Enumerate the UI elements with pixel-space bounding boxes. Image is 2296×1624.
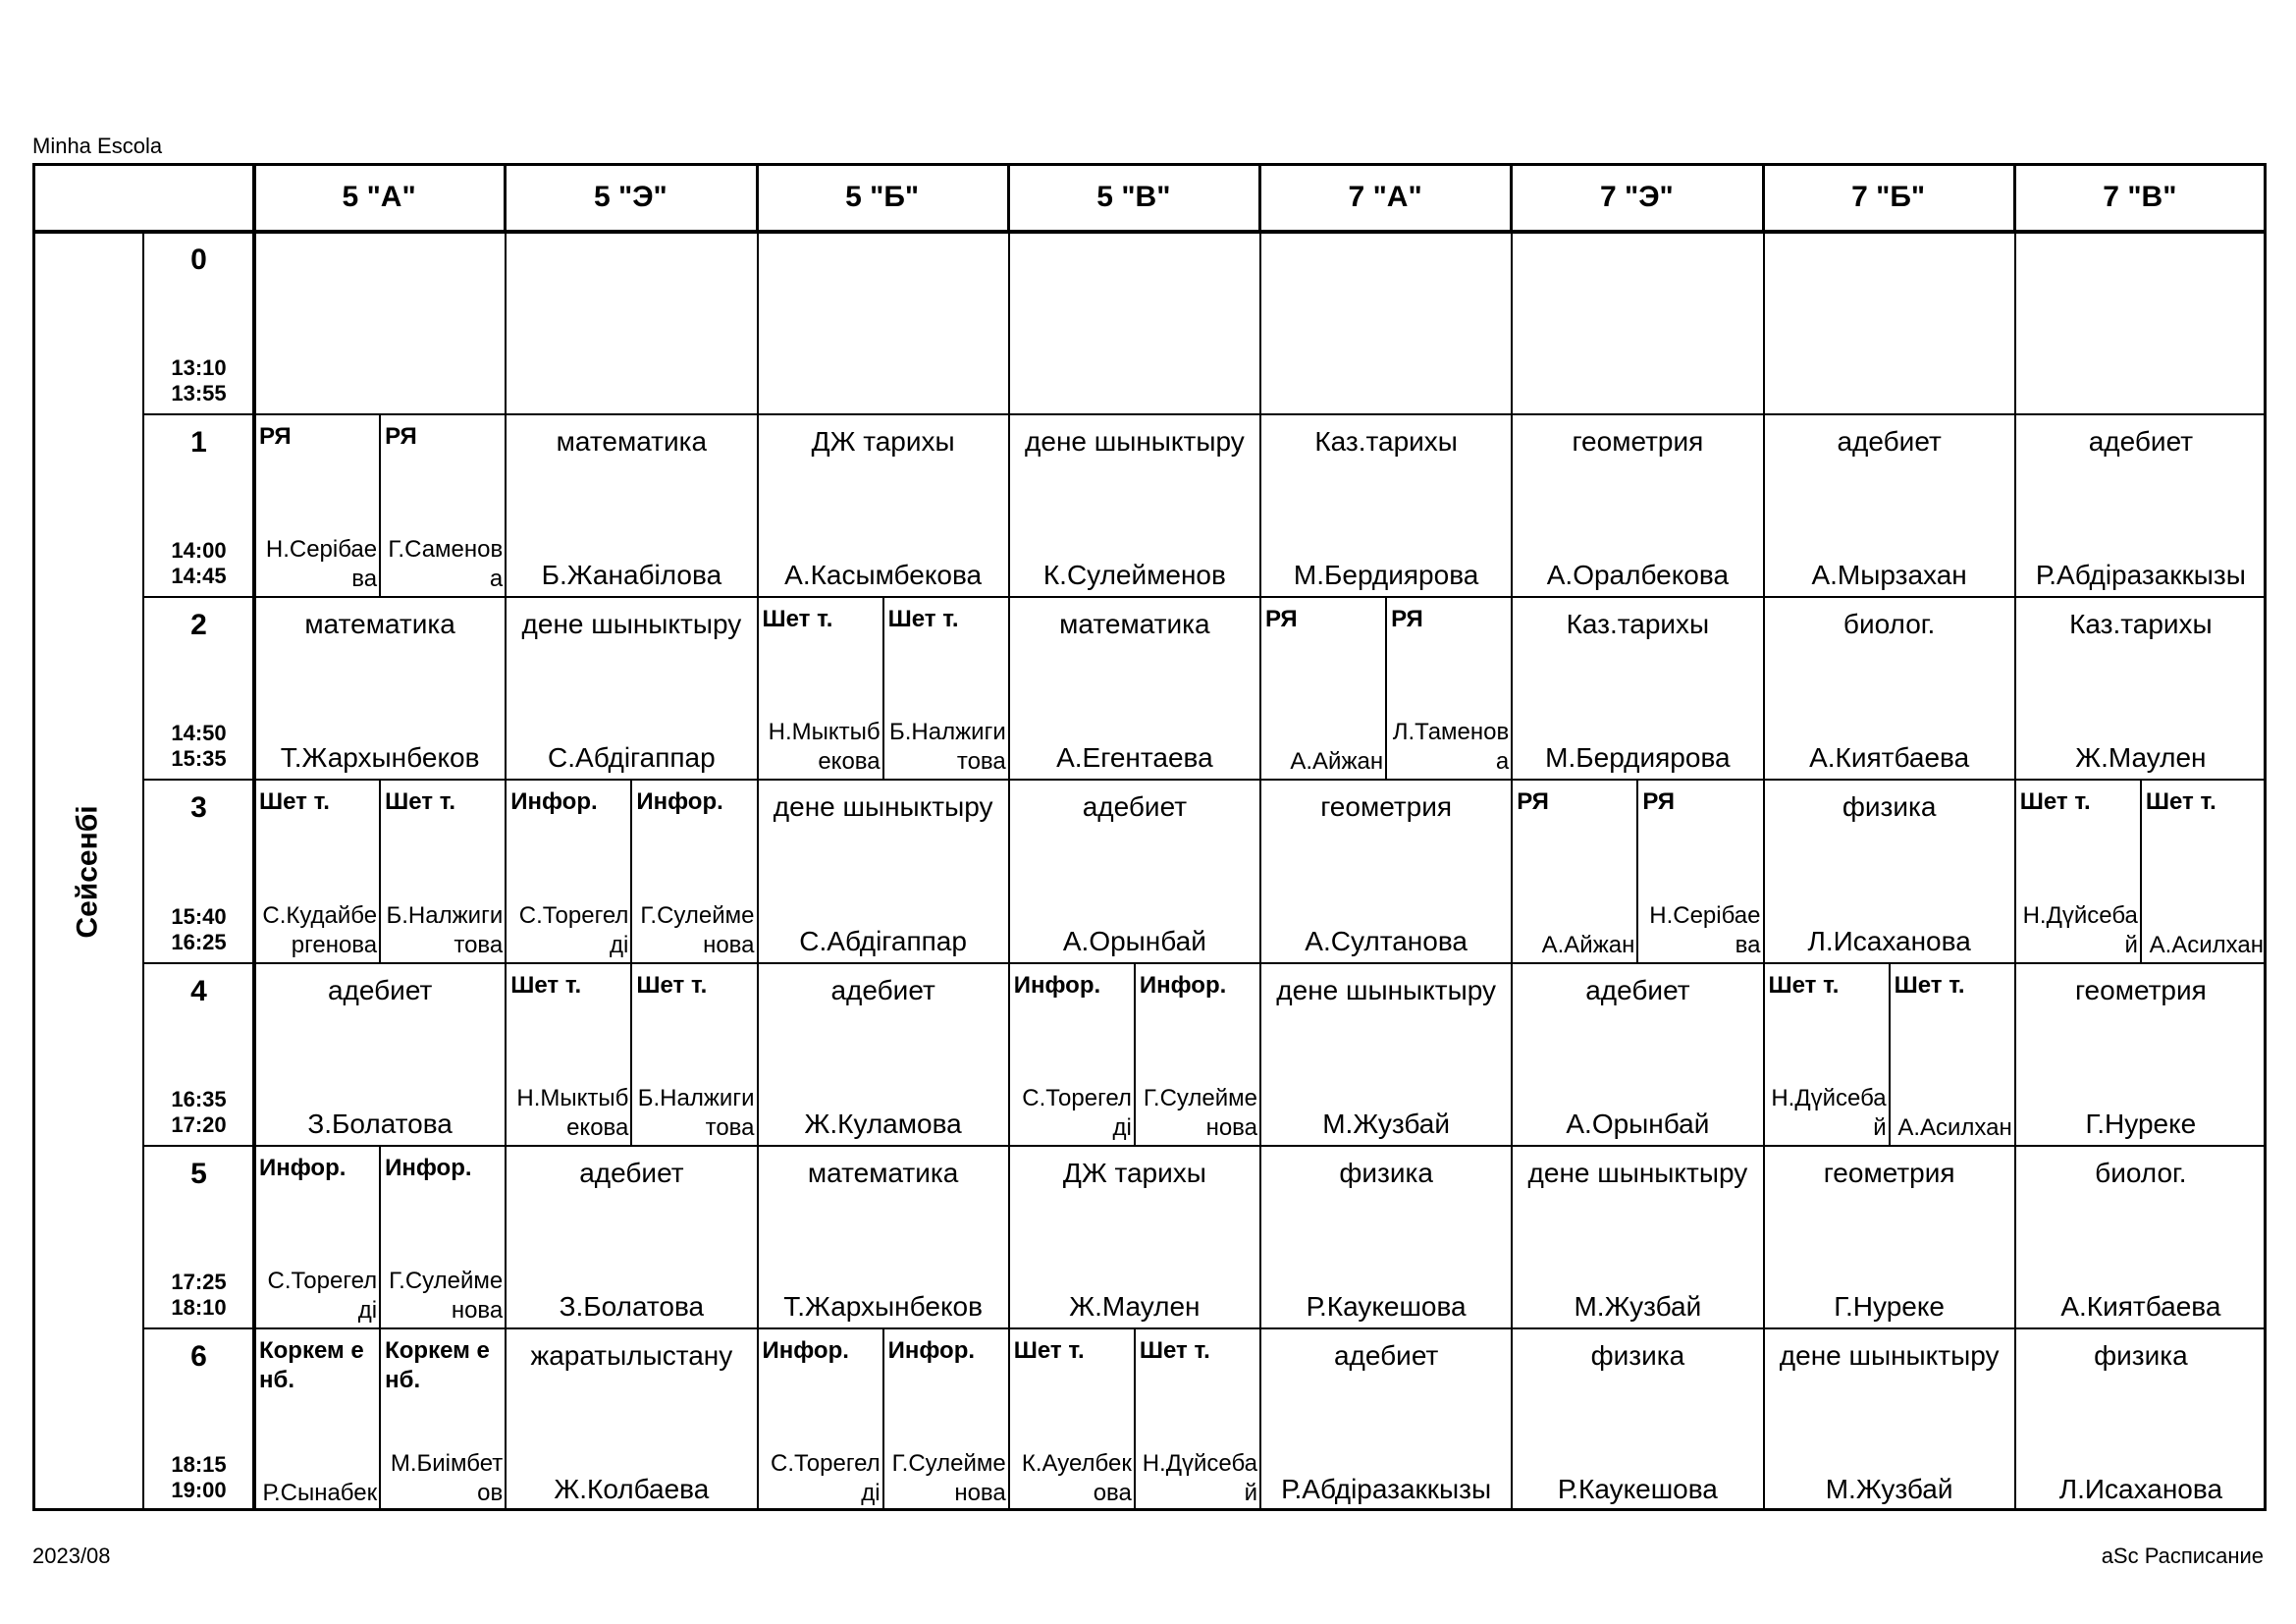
lesson-cell[interactable] (758, 963, 1009, 1146)
lesson-subject: биолог. (2095, 1157, 2187, 1188)
split-lesson-cell[interactable] (758, 597, 883, 780)
group-divider (1134, 963, 1136, 1146)
lesson-subject: адебиет (830, 974, 935, 1005)
lesson-cell[interactable] (1512, 963, 1763, 1146)
lesson-cell[interactable] (1512, 414, 1763, 597)
class-header: 7 "В" (2015, 163, 2267, 232)
period-times (143, 355, 254, 406)
split-lesson-cell[interactable] (1386, 597, 1512, 780)
period-cell (143, 597, 254, 780)
lesson-subject: Инфор. (259, 1154, 347, 1181)
lesson-teacher: А.Асилхан (2149, 931, 2264, 958)
lesson-teacher: З.Болатова (559, 1290, 705, 1322)
period-cell (143, 963, 254, 1146)
lesson-subject: Инфор. (510, 788, 598, 816)
lesson-subject: физика (1842, 791, 1937, 823)
lesson-teacher: Г.Сулейменова (389, 1267, 504, 1324)
lesson-cell[interactable] (506, 414, 757, 597)
group-divider (1134, 1328, 1136, 1511)
day-divider (142, 232, 144, 1511)
split-lesson-cell[interactable] (1009, 1328, 1135, 1511)
lesson-subject: адебиет (1837, 426, 1942, 458)
lesson-subject: Инфор. (1139, 971, 1227, 999)
group-divider (379, 1146, 381, 1328)
lesson-teacher: К.Ауелбекова (1021, 1449, 1132, 1506)
lesson-subject: жаратылыстану (530, 1339, 733, 1371)
split-lesson-cell[interactable] (2015, 780, 2141, 962)
lesson-cell[interactable] (1260, 1328, 1512, 1511)
group-divider (379, 1328, 381, 1511)
split-lesson-cell[interactable] (758, 1328, 883, 1511)
lesson-cell[interactable] (758, 780, 1009, 962)
lesson-subject: ДЖ тарихы (1062, 1157, 1206, 1188)
row-divider (143, 779, 2267, 781)
lesson-teacher: А.Султанова (1305, 925, 1468, 956)
lesson-teacher: С.Кудайбергенова (262, 901, 378, 958)
lesson-teacher: Г.Саменова (388, 536, 504, 593)
lesson-subject: дене шыныктыру (773, 791, 993, 823)
period-times (143, 721, 254, 772)
lesson-subject: Коркем енб. (385, 1336, 490, 1393)
column-divider (1008, 163, 1010, 1511)
lesson-teacher: Н.Мыктыбекова (768, 719, 881, 776)
lesson-subject: биолог. (1842, 609, 1936, 640)
lesson-subject: геометрия (1823, 1157, 1955, 1188)
lesson-subject: Инфор. (887, 1336, 976, 1364)
group-divider (630, 780, 632, 962)
header-divider (32, 230, 2267, 234)
lesson-cell[interactable] (1009, 1146, 1260, 1328)
lesson-teacher: А.Орынбай (1566, 1108, 1710, 1139)
period-start: 14:00 (171, 538, 227, 564)
period-start: 15:40 (171, 903, 227, 929)
lesson-subject: Шет т. (2019, 788, 2091, 816)
timetable-grid (32, 163, 2267, 1511)
period-times (143, 1452, 254, 1503)
period-end: 13:55 (171, 381, 227, 406)
lesson-teacher: М.Бердиярова (1545, 742, 1731, 774)
lesson-subject: Инфор. (762, 1336, 849, 1364)
lesson-subject: РЯ (1642, 788, 1676, 816)
lesson-subject: РЯ (1391, 606, 1423, 633)
lesson-subject: Шет т. (636, 971, 708, 999)
lesson-subject: Инфор. (636, 788, 723, 816)
lesson-teacher: Р.Каукешова (1306, 1290, 1467, 1322)
empty-lesson-cell[interactable] (1512, 232, 1763, 414)
column-divider (1511, 163, 1513, 1511)
split-lesson-cell[interactable] (506, 780, 631, 962)
period-number: 6 (190, 1339, 207, 1373)
lesson-subject: Шет т. (385, 788, 456, 816)
class-header: 5 "Э" (506, 163, 757, 232)
header-corner (32, 163, 254, 232)
lesson-subject: дене шыныктыру (1779, 1339, 2000, 1371)
lesson-subject: математика (807, 1157, 959, 1188)
row-divider (143, 596, 2267, 598)
lesson-cell[interactable] (1260, 780, 1512, 962)
lesson-subject: Каз.тарихы (1314, 426, 1458, 458)
lesson-teacher: А.Айжан (1290, 748, 1384, 776)
lesson-cell[interactable] (758, 1146, 1009, 1328)
lesson-cell[interactable] (254, 963, 506, 1146)
lesson-subject: Шет т. (1139, 1336, 1210, 1364)
period-times (143, 1270, 254, 1321)
period-cell (143, 414, 254, 597)
lesson-subject: Шет т. (1894, 971, 1965, 999)
class-header: 5 "А" (254, 163, 506, 232)
lesson-subject: РЯ (1265, 606, 1298, 633)
split-lesson-cell[interactable] (380, 414, 506, 597)
split-lesson-cell[interactable] (1009, 963, 1135, 1146)
lesson-teacher: Ж.Куламова (804, 1108, 962, 1139)
lesson-subject: Коркем енб. (259, 1336, 364, 1393)
lesson-cell[interactable] (2015, 597, 2267, 780)
split-lesson-cell[interactable] (1135, 963, 1260, 1146)
period-cell (143, 780, 254, 962)
lesson-subject: математика (304, 609, 455, 640)
lesson-subject: дене шыныктыру (521, 609, 742, 640)
period-number: 0 (190, 244, 207, 276)
lesson-teacher: Н.Мыктыбекова (516, 1084, 629, 1141)
lesson-subject: адебиет (1585, 974, 1690, 1005)
lesson-teacher: Л.Исаханова (2058, 1473, 2223, 1504)
period-start: 14:50 (171, 721, 227, 746)
lesson-subject: Инфор. (1013, 971, 1101, 999)
period-number: 5 (190, 1157, 207, 1190)
split-lesson-cell[interactable] (1637, 780, 1763, 962)
footer-app-name: aSc Расписание (2101, 1543, 2264, 1568)
column-divider (1259, 163, 1261, 1511)
lesson-teacher: Л.Исаханова (1807, 925, 1971, 956)
lesson-teacher: С.Торегелді (518, 901, 629, 958)
group-divider (379, 780, 381, 962)
lesson-subject: РЯ (1517, 788, 1549, 816)
column-divider (505, 163, 507, 1511)
lesson-cell[interactable] (1764, 1328, 2015, 1511)
lesson-teacher: Н.Дүйсебай (1142, 1449, 1257, 1506)
lesson-subject: математика (556, 426, 708, 458)
group-divider (882, 597, 884, 780)
lesson-cell[interactable] (1260, 414, 1512, 597)
group-divider (630, 963, 632, 1146)
lesson-teacher: С.Абдігаппар (799, 925, 967, 956)
split-lesson-cell[interactable] (1135, 1328, 1260, 1511)
period-start: 13:10 (171, 355, 227, 381)
period-end: 17:20 (171, 1111, 227, 1137)
empty-lesson-cell[interactable] (254, 232, 506, 414)
empty-lesson-cell[interactable] (1764, 232, 2015, 414)
lesson-teacher: Б.Налжигитова (386, 901, 504, 958)
lesson-teacher: Р.Сынабек (262, 1479, 378, 1506)
split-lesson-cell[interactable] (883, 597, 1009, 780)
lesson-cell[interactable] (1764, 597, 2015, 780)
column-divider (2014, 163, 2016, 1511)
lesson-subject: дене шыныктыру (1527, 1157, 1748, 1188)
empty-lesson-cell[interactable] (506, 232, 757, 414)
period-number: 1 (190, 426, 207, 460)
lesson-teacher: Т.Жархынбеков (783, 1290, 983, 1322)
lesson-teacher: Г.Сулейменова (1143, 1084, 1257, 1141)
lesson-cell[interactable] (2015, 414, 2267, 597)
period-times (143, 1087, 254, 1138)
lesson-subject: Шет т. (762, 606, 833, 633)
split-lesson-cell[interactable] (506, 963, 631, 1146)
lesson-teacher: Н.Серібаева (265, 536, 378, 593)
lesson-subject: Каз.тарихы (2069, 609, 2213, 640)
day-name: Сейсенбі (71, 804, 104, 939)
lesson-subject: дене шыныктыру (1276, 974, 1496, 1005)
lesson-subject: РЯ (259, 423, 292, 451)
row-divider (143, 962, 2267, 964)
lesson-subject: математика (1059, 609, 1210, 640)
lesson-cell[interactable] (506, 597, 757, 780)
lesson-subject: Шет т. (1013, 1336, 1085, 1364)
lesson-teacher: С.Абдігаппар (548, 742, 716, 774)
lesson-teacher: М.Бердиярова (1293, 560, 1479, 591)
row-divider (143, 413, 2267, 415)
period-end: 18:10 (171, 1294, 227, 1320)
lesson-teacher: М.Жузбай (1825, 1473, 1953, 1504)
lesson-cell[interactable] (2015, 1328, 2267, 1511)
group-divider (1889, 963, 1891, 1146)
column-divider (757, 163, 759, 1511)
lesson-cell[interactable] (506, 1146, 757, 1328)
lesson-teacher: М.Жузбай (1322, 1108, 1451, 1139)
row-divider (143, 1327, 2267, 1329)
lesson-subject: РЯ (385, 423, 417, 451)
lesson-teacher: М.Жузбай (1574, 1290, 1702, 1322)
lesson-teacher: А.Оралбекова (1546, 560, 1730, 591)
lesson-teacher: Г.Нуреке (1834, 1290, 1945, 1322)
school-name: Minha Escola (32, 134, 163, 158)
class-header: 5 "В" (1009, 163, 1260, 232)
lesson-teacher: А.Мырзахан (1811, 560, 1967, 591)
period-start: 16:35 (171, 1086, 227, 1111)
lesson-teacher: Р.Абдіразаккызы (1281, 1473, 1492, 1504)
lesson-teacher: Т.Жархынбеков (280, 742, 480, 774)
row-divider (143, 1145, 2267, 1147)
lesson-teacher: Б.Налжигитова (637, 1084, 755, 1141)
empty-lesson-cell[interactable] (1009, 232, 1260, 414)
empty-lesson-cell[interactable] (1260, 232, 1512, 414)
lesson-teacher: Н.Серібаева (1649, 901, 1761, 958)
lesson-cell[interactable] (2015, 1146, 2267, 1328)
lesson-teacher: С.Торегелді (267, 1267, 378, 1324)
lesson-teacher: К.Сулейменов (1042, 560, 1226, 591)
split-lesson-cell[interactable] (254, 1328, 380, 1511)
lesson-cell[interactable] (506, 1328, 757, 1511)
lesson-teacher: А.Орынбай (1062, 925, 1206, 956)
lesson-subject: физика (1339, 1157, 1433, 1188)
lesson-teacher: А.Киятбаева (1809, 742, 1970, 774)
lesson-teacher: Г.Сулейменова (891, 1449, 1006, 1506)
period-number: 2 (190, 609, 207, 642)
lesson-cell[interactable] (254, 597, 506, 780)
period-start: 17:25 (171, 1269, 227, 1294)
lesson-cell[interactable] (1764, 1146, 2015, 1328)
lesson-teacher: Ж.Маулен (2075, 742, 2207, 774)
period-end: 15:35 (171, 746, 227, 772)
lesson-cell[interactable] (1512, 1328, 1763, 1511)
lesson-teacher: М.Биімбетов (390, 1449, 504, 1506)
lesson-teacher: З.Болатова (307, 1108, 453, 1139)
group-divider (1636, 780, 1638, 962)
split-lesson-cell[interactable] (631, 963, 757, 1146)
lesson-cell[interactable] (1764, 414, 2015, 597)
lesson-subject: физика (1590, 1339, 1685, 1371)
split-lesson-cell[interactable] (380, 1146, 506, 1328)
lesson-teacher: А.Айжан (1541, 931, 1635, 958)
lesson-subject: Каз.тарихы (1566, 609, 1710, 640)
group-divider (379, 414, 381, 597)
lesson-teacher: А.Асилхан (1897, 1113, 2012, 1141)
lesson-cell[interactable] (758, 414, 1009, 597)
period-cell (143, 1146, 254, 1328)
period-start: 18:15 (171, 1451, 227, 1477)
class-header: 5 "Б" (758, 163, 1009, 232)
period-divider (252, 163, 256, 1511)
lesson-cell[interactable] (1009, 597, 1260, 780)
lesson-teacher: Ж.Маулен (1069, 1290, 1201, 1322)
class-header: 7 "Б" (1764, 163, 2015, 232)
lesson-subject: Шет т. (259, 788, 330, 816)
period-times (143, 904, 254, 955)
period-number: 3 (190, 791, 207, 825)
lesson-subject: Шет т. (887, 606, 959, 633)
lesson-teacher: Р.Абдіразаккызы (2035, 560, 2246, 591)
split-lesson-cell[interactable] (254, 780, 380, 962)
lesson-cell[interactable] (1512, 1146, 1763, 1328)
lesson-cell[interactable] (1009, 780, 1260, 962)
lesson-subject: Шет т. (2145, 788, 2216, 816)
lesson-teacher: Б.Налжигитова (889, 719, 1006, 776)
lesson-teacher: Р.Каукешова (1557, 1473, 1718, 1504)
lesson-teacher: Г.Сулейменова (640, 901, 755, 958)
lesson-cell[interactable] (1260, 1146, 1512, 1328)
lesson-cell[interactable] (1764, 780, 2015, 962)
empty-lesson-cell[interactable] (2015, 232, 2267, 414)
lesson-teacher: Г.Нуреке (2085, 1108, 2197, 1139)
period-number: 4 (190, 974, 207, 1007)
lesson-subject: дене шыныктыру (1025, 426, 1245, 458)
lesson-teacher: А.Егентаева (1056, 742, 1213, 774)
lesson-subject: Инфор. (385, 1154, 472, 1181)
lesson-subject: физика (2094, 1339, 2188, 1371)
lesson-subject: адебиет (1082, 791, 1188, 823)
period-cell (143, 1328, 254, 1511)
lesson-subject: геометрия (1572, 426, 1704, 458)
period-end: 14:45 (171, 564, 227, 589)
lesson-subject: Шет т. (1768, 971, 1840, 999)
split-lesson-cell[interactable] (380, 780, 506, 962)
split-lesson-cell[interactable] (1890, 963, 2015, 1146)
lesson-cell[interactable] (1512, 597, 1763, 780)
lesson-cell[interactable] (1260, 963, 1512, 1146)
lesson-subject: адебиет (2088, 426, 2194, 458)
group-divider (1385, 597, 1387, 780)
split-lesson-cell[interactable] (883, 1328, 1009, 1511)
split-lesson-cell[interactable] (254, 414, 380, 597)
lesson-subject: адебиет (327, 974, 433, 1005)
period-end: 16:25 (171, 929, 227, 954)
lesson-teacher: Л.Таменова (1392, 719, 1510, 776)
lesson-subject: Шет т. (510, 971, 582, 999)
period-cell (143, 232, 254, 414)
lesson-teacher: С.Торегелді (771, 1449, 881, 1506)
lesson-teacher: Ж.Колбаева (554, 1473, 710, 1504)
lesson-teacher: С.Торегелді (1022, 1084, 1132, 1141)
lesson-teacher: А.Киятбаева (2060, 1290, 2221, 1322)
lesson-teacher: Н.Дүйсебай (1771, 1084, 1887, 1141)
lesson-subject: ДЖ тарихы (811, 426, 955, 458)
column-divider (1763, 163, 1765, 1511)
group-divider (882, 1328, 884, 1511)
split-lesson-cell[interactable] (2141, 780, 2267, 962)
lesson-teacher: Н.Дүйсебай (2022, 901, 2138, 958)
lesson-subject: геометрия (1320, 791, 1453, 823)
split-lesson-cell[interactable] (631, 780, 757, 962)
split-lesson-cell[interactable] (1764, 963, 1890, 1146)
group-divider (2140, 780, 2142, 962)
period-end: 19:00 (171, 1477, 227, 1502)
day-label (32, 232, 143, 1511)
empty-lesson-cell[interactable] (758, 232, 1009, 414)
split-lesson-cell[interactable] (1512, 780, 1637, 962)
lesson-teacher: Б.Жанабілова (541, 560, 722, 591)
split-lesson-cell[interactable] (254, 1146, 380, 1328)
period-times (143, 538, 254, 589)
footer-date: 2023/08 (32, 1543, 111, 1568)
lesson-subject: геометрия (2074, 974, 2207, 1005)
lesson-cell[interactable] (2015, 963, 2267, 1146)
lesson-subject: адебиет (1333, 1339, 1439, 1371)
class-header: 7 "А" (1260, 163, 1512, 232)
split-lesson-cell[interactable] (380, 1328, 506, 1511)
class-header: 7 "Э" (1512, 163, 1763, 232)
lesson-teacher: А.Касымбекова (784, 560, 983, 591)
lesson-subject: адебиет (579, 1157, 684, 1188)
split-lesson-cell[interactable] (1260, 597, 1386, 780)
lesson-cell[interactable] (1009, 414, 1260, 597)
